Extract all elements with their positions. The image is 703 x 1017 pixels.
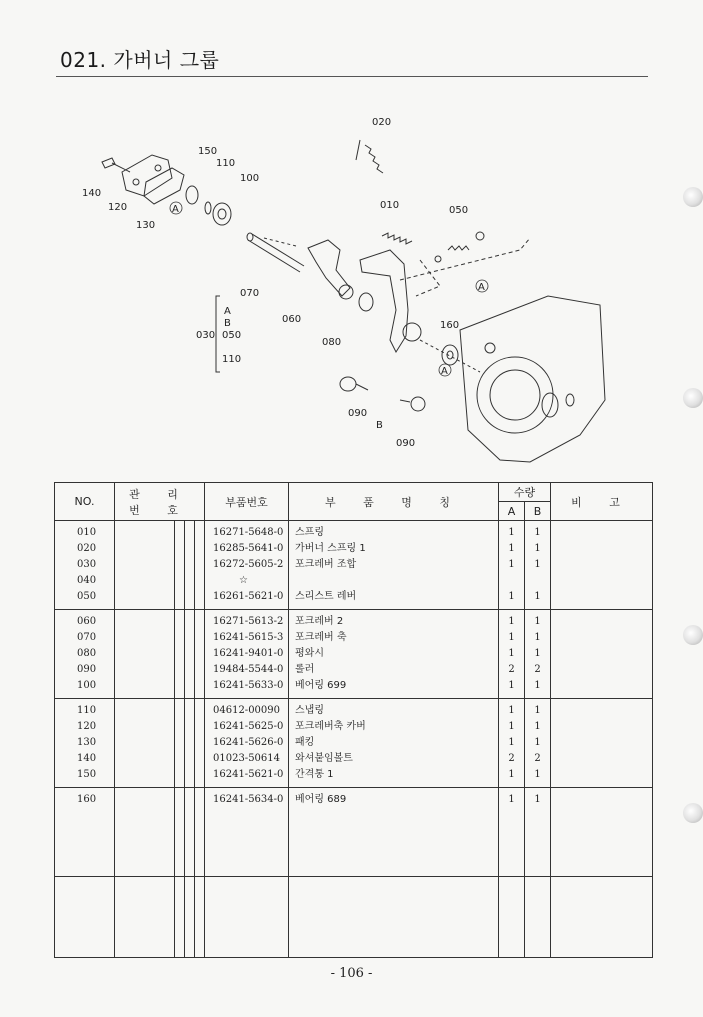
col-mgmt-sub [175,610,185,699]
col-qty-b [525,610,551,699]
part-code: 16241-5615-3 [213,632,284,643]
callout-label: 110 [216,158,236,169]
col-name [289,521,499,610]
part-number-ref: 050 [77,591,97,602]
col-mgmt-sub [185,788,195,877]
col-no [55,788,115,877]
col-part-no [205,521,289,610]
binder-hole [683,187,703,207]
qty-a: 1 [508,591,515,602]
part-name: 포크레버 축 [295,632,347,643]
callout-label: 130 [136,220,156,231]
col-mgmt [115,877,175,958]
header-qty-a: A [499,502,525,521]
callout-labels [82,117,485,449]
part-number-ref: 100 [77,680,97,691]
qty-a [499,573,524,589]
col-qty-a [499,788,525,877]
qty-b: 1 [534,769,541,780]
col-no [55,521,115,610]
callout-label: 030 [196,330,216,341]
qty-b: 1 [534,705,541,716]
col-qty-b [525,699,551,788]
qty-b: 1 [534,794,541,805]
col-qty-b [525,877,551,958]
col-name [289,788,499,877]
binder-hole [683,803,703,823]
part-name: 스리스트 레버 [295,591,357,602]
qty-a: 1 [508,559,515,570]
part-number-ref: 130 [77,737,97,748]
callout-label: 100 [240,173,260,184]
col-remarks [551,788,653,877]
part-number-ref: 160 [77,794,97,805]
col-mgmt [115,610,175,699]
page-number: - 106 - [330,966,373,981]
col-name [289,610,499,699]
callout-label: A [172,204,179,215]
col-mgmt-sub [175,788,185,877]
part-name: 평와시 [295,648,324,659]
col-qty-a [499,699,525,788]
part-name [295,573,498,589]
header-quantity: 수량 [499,483,551,502]
col-qty-b [525,521,551,610]
col-mgmt-sub [175,877,185,958]
qty-b: 1 [534,648,541,659]
part-name: 와셔붙임볼트 [295,753,353,764]
part-name: 패킹 [295,737,315,748]
qty-b: 1 [534,680,541,691]
header-no: NO. [55,483,115,521]
col-name [289,699,499,788]
col-mgmt-sub [175,699,185,788]
page-title: 021. 가버너 그룹 [60,48,220,72]
qty-b: 1 [534,737,541,748]
qty-b: 1 [534,559,541,570]
callout-label: 090 [396,438,416,449]
part-name: 포크레버 조합 [295,559,357,570]
callout-label: 110 [222,354,242,365]
table-row-group [55,610,653,699]
col-remarks [551,877,653,958]
qty-a: 1 [508,769,515,780]
col-qty-a [499,877,525,958]
callout-label: 050 [449,205,469,216]
part-number-ref: 060 [77,616,97,627]
qty-b: 1 [534,527,541,538]
col-no [55,699,115,788]
part-code: 16272-5605-2 [213,559,284,570]
col-mgmt-sub [195,610,205,699]
qty-b: 1 [534,721,541,732]
part-name: 스냅링 [295,705,324,716]
qty-b: 1 [534,543,541,554]
binder-hole [683,388,703,408]
callout-label: A [441,366,448,377]
qty-a: 1 [508,648,515,659]
qty-b: 1 [534,616,541,627]
col-part-no [205,788,289,877]
table-row-empty [55,877,653,958]
col-mgmt [115,521,175,610]
qty-a: 1 [508,705,515,716]
part-number-ref: 010 [77,527,97,538]
part-number-ref: 090 [77,664,97,675]
part-name: 베어링 689 [295,794,347,805]
qty-b: 2 [534,753,541,764]
part-name: 포크레버 2 [295,616,344,627]
qty-a: 2 [508,664,515,675]
callout-label: 160 [440,320,460,331]
col-mgmt-sub [195,877,205,958]
part-number-ref: 110 [77,705,97,716]
governor-assembly-drawing [60,100,620,470]
col-mgmt-sub [175,521,185,610]
qty-a: 1 [508,632,515,643]
callout-label: 090 [348,408,368,419]
part-code: 04612-00090 [213,705,281,716]
part-name: 가버너 스프링 1 [295,543,366,554]
part-code: 16261-5621-0 [213,591,284,602]
part-code: 16241-9401-0 [213,648,284,659]
part-code: 16241-5634-0 [213,794,284,805]
part-number-ref: 080 [77,648,97,659]
col-mgmt [115,699,175,788]
header-remarks-text: 비 고 [571,495,632,509]
col-mgmt-sub [185,610,195,699]
part-number-ref: 030 [77,559,97,570]
binder-hole [683,625,703,645]
part-code: 16241-5621-0 [213,769,284,780]
callout-label: A [224,306,231,317]
qty-b: 1 [534,591,541,602]
qty-a: 1 [508,794,515,805]
title-divider [56,76,648,77]
part-name: 롤러 [295,664,315,675]
col-mgmt-sub [195,788,205,877]
part-number-ref: 120 [77,721,97,732]
header-part-no: 부품번호 [205,483,289,521]
callout-label: B [376,420,383,431]
qty-a: 1 [508,680,515,691]
col-mgmt-sub [185,699,195,788]
part-number-ref: 040 [77,575,97,586]
col-qty-b [525,788,551,877]
qty-b [525,573,550,589]
qty-a: 1 [508,721,515,732]
callout-label: 070 [240,288,260,299]
col-mgmt-sub [185,521,195,610]
header-part-name-text: 부 품 명 칭 [325,495,462,509]
col-mgmt-sub [195,699,205,788]
qty-a: 1 [508,616,515,627]
col-part-no [205,877,289,958]
callout-label: 010 [380,200,400,211]
col-remarks [551,521,653,610]
part-code: 16271-5648-0 [213,527,284,538]
part-code: 16285-5641-0 [213,543,284,554]
part-code: 01023-50614 [213,753,281,764]
part-name: 간격통 1 [295,769,334,780]
col-name [289,877,499,958]
col-qty-a [499,610,525,699]
header-qty-b: B [525,502,551,521]
part-code: 16271-5613-2 [213,616,284,627]
part-number-ref: 070 [77,632,97,643]
callout-label: 050 [222,330,242,341]
callout-label: 120 [108,202,128,213]
part-name: 포크레버축 카버 [295,721,366,732]
table-row-group [55,788,653,877]
col-mgmt-sub [185,877,195,958]
col-part-no [205,610,289,699]
col-mgmt [115,788,175,877]
part-code: 16241-5625-0 [213,721,284,732]
qty-a: 1 [508,737,515,748]
col-no [55,877,115,958]
header-management-no [115,483,205,521]
parts-table [54,482,653,958]
col-remarks [551,699,653,788]
part-code: 16241-5633-0 [213,680,284,691]
header-remarks [551,483,653,521]
qty-a: 2 [508,753,515,764]
callout-label: B [224,318,231,329]
header-management-no-text: 관 리 번 호 [129,487,190,517]
part-code: 16241-5626-0 [213,737,284,748]
callout-label: A [478,282,485,293]
part-code: ☆ [239,575,248,586]
callout-label: 150 [198,146,218,157]
part-number-ref: 020 [77,543,97,554]
exploded-parts-diagram [60,100,620,470]
col-no [55,610,115,699]
qty-a: 1 [508,527,515,538]
header-part-name [289,483,499,521]
part-number-ref: 150 [77,769,97,780]
col-qty-a [499,521,525,610]
col-part-no [205,699,289,788]
callout-label: 060 [282,314,302,325]
table-row-group [55,699,653,788]
col-mgmt-sub [195,521,205,610]
table-row-group [55,521,653,610]
part-name: 스프링 [295,527,324,538]
part-number-ref: 140 [77,753,97,764]
part-code: 19484-5544-0 [213,664,284,675]
callout-label: 140 [82,188,102,199]
part-name: 베어링 699 [295,680,347,691]
qty-b: 1 [534,632,541,643]
col-remarks [551,610,653,699]
qty-b: 2 [534,664,541,675]
callout-label: 080 [322,337,342,348]
qty-a: 1 [508,543,515,554]
callout-label: 020 [372,117,392,128]
